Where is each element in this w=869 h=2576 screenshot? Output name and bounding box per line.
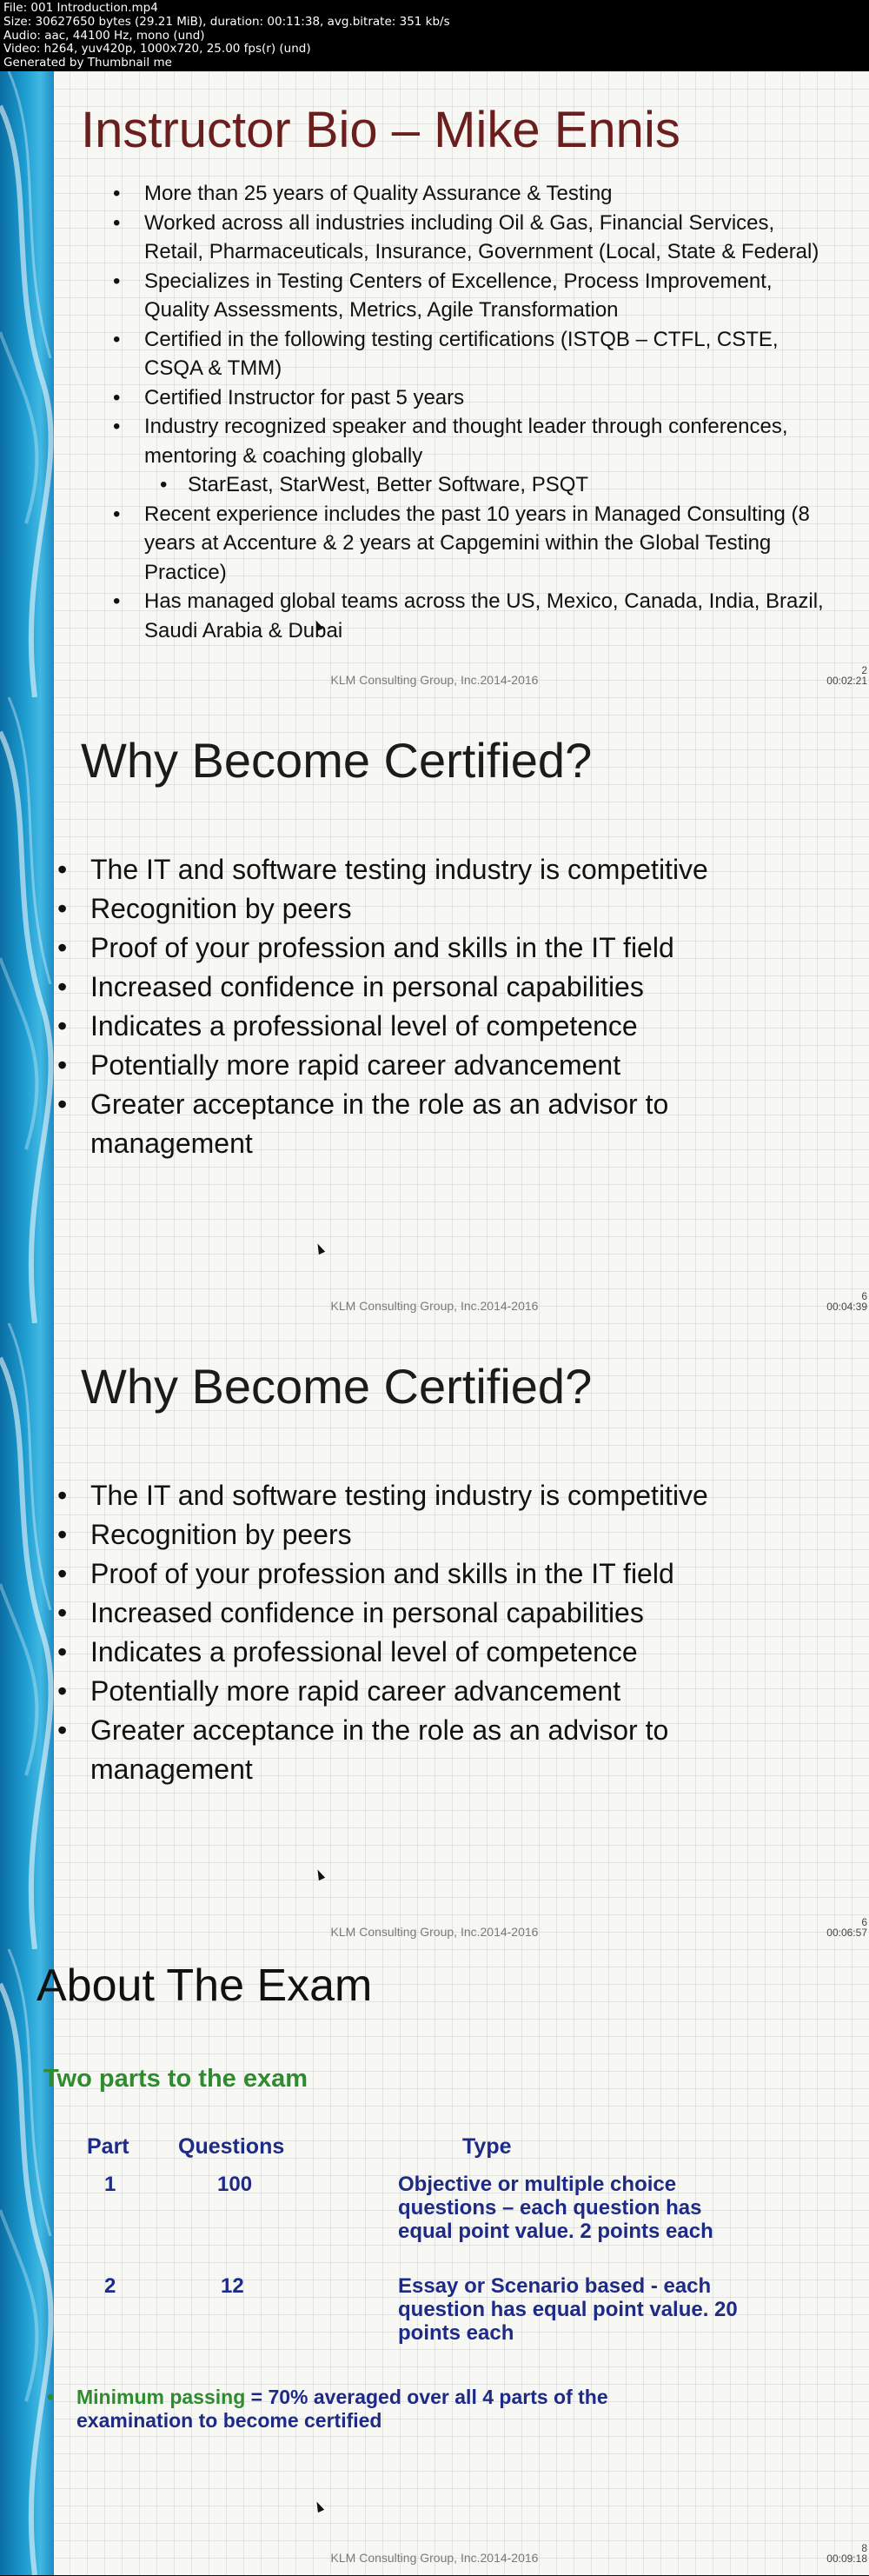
exam-parts-table [0,1949,869,2558]
video-timestamp: 00:04:39 [826,1301,867,1313]
reasons-bullet-list [54,850,836,1163]
file-size-line: Size: 30627650 bytes (29.21 MiB), duration: 00:11:38, avg.bitrate: 351 kb/s [3,14,450,29]
list-item: • The IT and software testing industry is competitive [54,1476,836,1515]
page-number: 6 [861,1290,867,1302]
slide-footer: KLM Consulting Group, Inc.2014-2016 [330,2551,539,2565]
list-item: • Potentially more rapid career advancement [54,1672,836,1711]
slide-title: About The Exam [36,1960,373,2011]
reasons-bullet-list [54,1476,836,1789]
minimum-passing-label: Minimum passing [76,2386,246,2408]
slide-title: Why Become Certified? [81,1359,593,1414]
page-number: 6 [861,1916,867,1928]
slide-page-number [826,2543,867,2564]
list-item: • Greater acceptance in the role as an advisor to management [54,1711,836,1789]
table-header-part: Part [87,2134,129,2159]
page-number: 8 [861,2542,867,2554]
list-item: • Proof of your profession and skills in the IT field [54,1554,836,1594]
table-cell-part: 2 [104,2274,116,2298]
file-name-line: File: 001 Introduction.mp4 [3,1,158,15]
slide-title: Why Become Certified? [81,733,593,788]
mouse-cursor-icon [315,1242,325,1255]
slide-decor-band [0,697,54,1323]
slide-footer: KLM Consulting Group, Inc.2014-2016 [330,1299,539,1313]
bullet-icon: • [47,2386,55,2408]
slide-instructor-bio [0,71,869,697]
list-item: • Increased confidence in personal capabilities [54,968,836,1007]
video-timestamp: 00:06:57 [826,1927,867,1939]
list-item: • Certified Instructor for past 5 years [113,383,834,413]
list-item: • Indicates a professional level of competence [54,1007,836,1046]
list-item: • Indicates a professional level of competence [54,1633,836,1672]
slide-page-number [826,1917,867,1938]
slide-title: Instructor Bio – Mike Ennis [81,102,680,158]
table-cell-part: 1 [104,2173,116,2196]
slide-why-certified [0,1323,869,1949]
mouse-cursor-icon [315,1868,325,1880]
table-cell-type: Essay or Scenario based - each question has equal point value. 20 points each [398,2274,738,2345]
generator-line: Generated by Thumbnail me [3,56,172,70]
slide-decor-band [0,71,54,697]
list-item: • Proof of your profession and skills in the IT field [54,929,836,968]
list-item: • Industry recognized speaker and thought leader through conferences, mentoring & coaching globally [113,412,834,470]
list-item: • Worked across all industries including Oil & Gas, Financial Services, Retail, Pharmaceuticals, Insurance, Government (Local, State & Federal) [113,209,834,267]
minimum-passing-note [47,2386,655,2433]
list-item: • Certified in the following testing certifications (ISTQB – CTFL, CSTE, CSQA & TMM) [113,325,834,383]
video-timestamp: 00:09:18 [826,2553,867,2565]
list-item: • Recent experience includes the past 10 years in Managed Consulting (8 years at Accenture & 2 years at Capgemini within the Global Testing Practice) [113,500,834,588]
table-header-questions: Questions [178,2134,285,2159]
slide-why-certified [0,697,869,1323]
table-cell-questions: 12 [221,2274,244,2298]
list-item: • Has managed global teams across the US, Mexico, Canada, India, Brazil, Saudi Arabia & Dubai [113,587,834,645]
slide-page-number [826,665,867,686]
bio-bullet-list [113,179,834,645]
table-cell-questions: 100 [217,2173,253,2196]
list-item: • Potentially more rapid career advancement [54,1046,836,1085]
slide-footer: KLM Consulting Group, Inc.2014-2016 [330,673,539,687]
video-timestamp: 00:02:21 [826,675,867,687]
slide-page-number [826,1291,867,1312]
video-info-header [0,0,869,71]
video-info-line: Video: h264, yuv420p, 1000x720, 25.00 fps(r) (und) [3,42,311,57]
list-item: • Recognition by peers [54,889,836,929]
audio-info-line: Audio: aac, 44100 Hz, mono (und) [3,28,205,43]
list-item: • More than 25 years of Quality Assurance & Testing [113,179,834,209]
table-cell-type: Objective or multiple choice questions – each question has equal point value. 2 points each [398,2173,713,2243]
slide-about-exam [0,1949,869,2575]
list-item: • Greater acceptance in the role as an advisor to management [54,1085,836,1163]
list-subitem: • StarEast, StarWest, Better Software, PSQT [113,470,834,500]
list-item: • Specializes in Testing Centers of Excellence, Process Improvement, Quality Assessments, Metrics, Agile Transformation [113,267,834,325]
slide-footer: KLM Consulting Group, Inc.2014-2016 [330,1925,539,1939]
list-item: • Recognition by peers [54,1515,836,1554]
minimum-passing-text: = 70% averaged over all 4 parts of the examination to become certified [76,2386,608,2432]
slide-decor-band [0,1323,54,1949]
list-item: • The IT and software testing industry is competitive [54,850,836,889]
list-item: • Increased confidence in personal capabilities [54,1594,836,1633]
table-header-type: Type [462,2134,512,2159]
exam-subtitle: Two parts to the exam [43,2065,308,2093]
page-number: 2 [861,664,867,676]
